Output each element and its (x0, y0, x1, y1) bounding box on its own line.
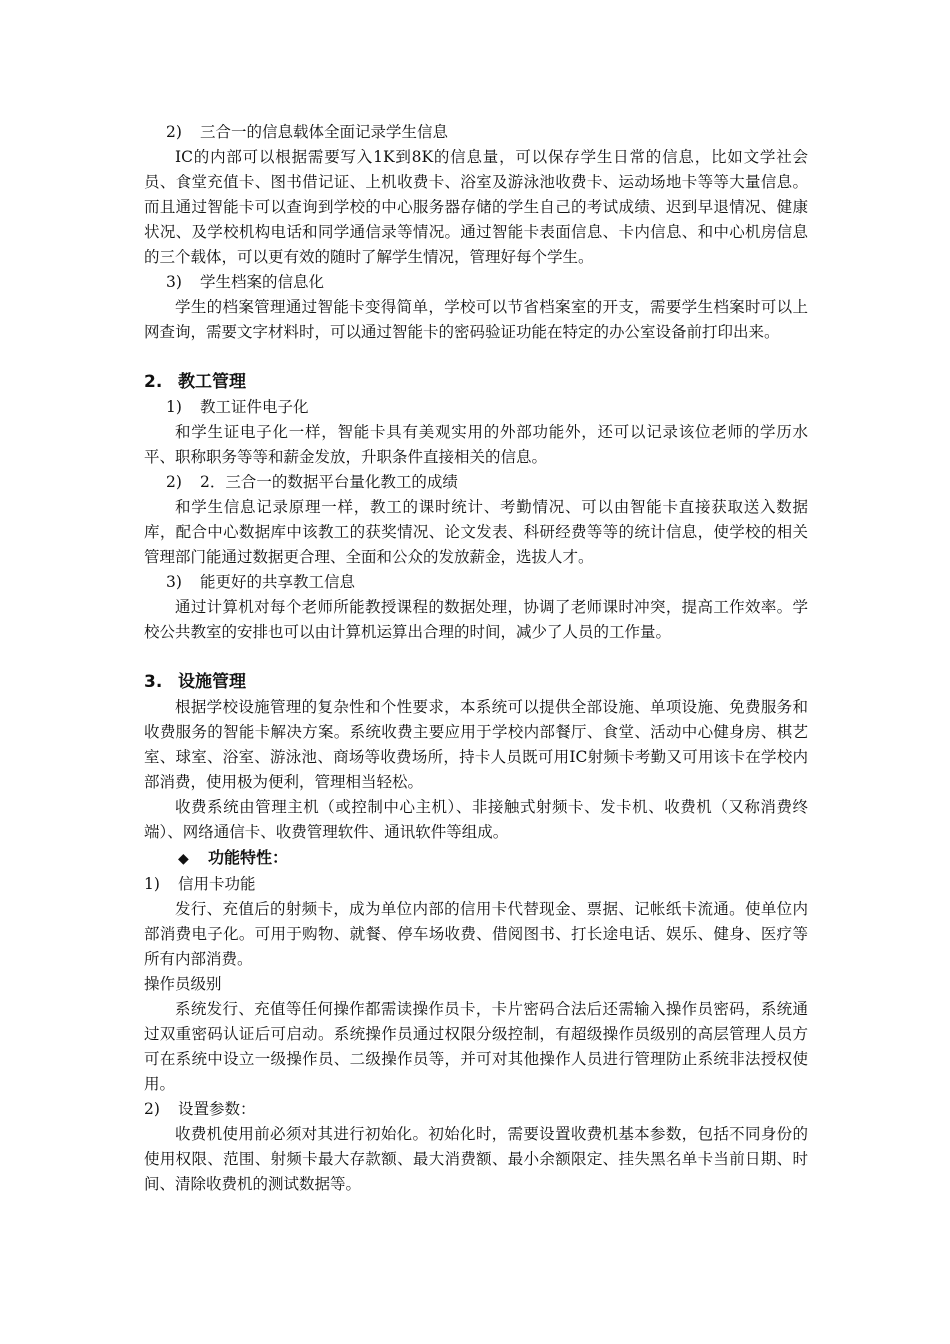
list-number: 1) (144, 875, 160, 893)
paragraph-billing-system: 收费系统由管理主机（或控制中心主机）、非接触式射频卡、发卡机、收费机（又称消费终端）、网络通信卡、收费管理软件、通讯软件等组成。 (144, 798, 808, 841)
section-heading-staff (144, 369, 808, 395)
feature-heading-text: 功能特性： (208, 848, 289, 867)
paragraph-staff-id: 和学生证电子化一样，智能卡具有美观实用的外部功能外，还可以记录该位老师的学历水平、职称职务等等和薪金发放，升职条件直接相关的信息。 (144, 423, 808, 466)
section-gap (144, 345, 808, 369)
list-number: 2) (144, 1100, 160, 1118)
heading-number: 2. (144, 372, 163, 392)
list-item-text: 能更好的共享教工信息 (200, 573, 356, 591)
list-item-staff-share (144, 570, 808, 595)
list-item-text: 设置参数： (178, 1100, 256, 1118)
list-item-student-info-carrier (144, 120, 808, 145)
list-number: 2) (166, 123, 182, 141)
section-gap (144, 645, 808, 669)
section-heading-facilities (144, 669, 808, 695)
list-item-text: 信用卡功能 (178, 875, 256, 893)
list-item-text: 学生档案的信息化 (200, 273, 325, 291)
heading-number: 3. (144, 672, 163, 692)
paragraph-settings: 收费机使用前必须对其进行初始化。初始化时，需要设置收费机基本参数，包括不同身份的使用权限、范围、射频卡最大存款额、最大消费额、最小余额限定、挂失黑名单卡当前日期、时间、清除收费机的测试数据等。 (144, 1125, 808, 1193)
paragraph-staff-share: 通过计算机对每个老师所能教授课程的数据处理，协调了老师课时冲突，提高工作效率。学校公共教室的安排也可以由计算机运算出合理的时间，减少了人员的工作量。 (144, 598, 808, 641)
paragraph-facilities-intro: 根据学校设施管理的复杂性和个性要求，本系统可以提供全部设施、单项设施、免费服务和收费服务的智能卡解决方案。系统收费主要应用于学校内部餐厅、食堂、活动中心健身房、棋艺室、球室、浴室、游泳池、商场等收费场所，持卡人员既可用IC射频卡考勤又可用该卡在学校内部消费，使用极为便利，管理相当轻松。 (144, 698, 808, 791)
list-item-staff-id (144, 395, 808, 420)
paragraph-staff-data-platform: 和学生信息记录原理一样，教工的课时统计、考勤情况、可以由智能卡直接获取送入数据库，配合中心数据库中该教工的获奖情况、论文发表、科研经费等等的统计信息，使学校的相关管理部门能通过数据更合理、全面和公众的发放薪金，选拔人才。 (144, 498, 808, 566)
list-item-student-archive (144, 270, 808, 295)
list-number: 3) (166, 273, 182, 291)
list-item-text: 三合一的信息载体全面记录学生信息 (200, 123, 449, 141)
list-number: 3) (166, 573, 182, 591)
heading-text: 设施管理 (178, 672, 246, 692)
list-item-credit-card (144, 872, 808, 897)
list-number: 2) (166, 473, 182, 491)
list-item-staff-data-platform (144, 470, 808, 495)
paragraph-student-info: IC的内部可以根据需要写入1K到8K的信息量，可以保存学生日常的信息，比如文学社会员、食堂充值卡、图书借记证、上机收费卡、浴室及游泳池收费卡、运动场地卡等等大量信息。而且通过智能卡可以查询到学校的中心服务器存储的学生自己的考试成绩、迟到早退情况、健康状况、及学校机构电话和同学通信录等情况。通过智能卡表面信息、卡内信息、和中心机房信息的三个载体，可以更有效的随时了解学生情况，管理好每个学生。 (144, 148, 808, 266)
paragraph-student-archive: 学生的档案管理通过智能卡变得简单，学校可以节省档案室的开支，需要学生档案时可以上网查询，需要文字材料时，可以通过智能卡的密码验证功能在特定的办公室设备前打印出来。 (144, 298, 808, 341)
paragraph-credit-card: 发行、充值后的射频卡，成为单位内部的信用卡代替现金、票据、记帐纸卡流通。使单位内部消费电子化。可用于购物、就餐、停车场收费、借阅图书、打长途电话、娱乐、健身、医疗等所有内部消费。 (144, 900, 808, 968)
diamond-bullet-icon: ◆ (178, 851, 189, 867)
list-number: 1) (166, 398, 182, 416)
list-item-settings (144, 1097, 808, 1122)
document-page (144, 120, 808, 1197)
paragraph-operator-level: 系统发行、充值等任何操作都需读操作员卡，卡片密码合法后还需输入操作员密码，系统通过双重密码认证后可启动。系统操作员通过权限分级控制，有超级操作员级别的高层管理人员方可在系统中设立一级操作员、二级操作员等，并可对其他操作人员进行管理防止系统非法授权使用。 (144, 1000, 808, 1093)
list-item-text: 教工证件电子化 (200, 398, 309, 416)
operator-level-title: 操作员级别 (144, 975, 222, 993)
heading-text: 教工管理 (178, 372, 246, 392)
feature-heading (144, 845, 808, 872)
list-item-text: 2．三合一的数据平台量化教工的成绩 (200, 473, 458, 491)
